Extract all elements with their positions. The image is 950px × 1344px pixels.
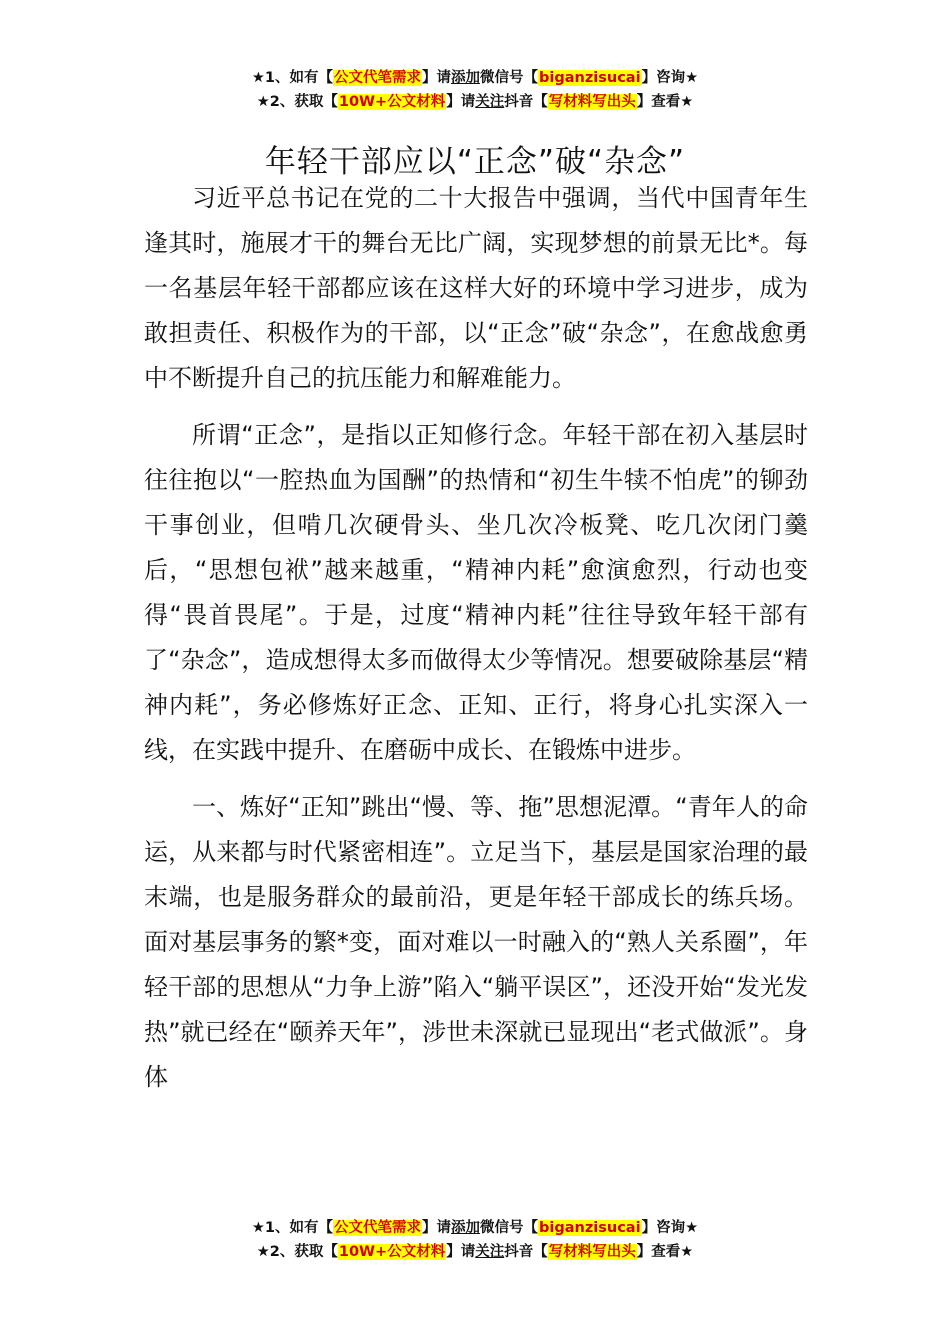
banner-line-2: [0, 1240, 950, 1264]
highlight-materials: 10W+公文材料: [338, 94, 446, 110]
banner-text: 】请: [446, 1244, 476, 1260]
banner-text: 】咨询★: [641, 70, 699, 86]
highlight-douyin: 写材料写出头: [548, 94, 636, 110]
highlight-wechat-id: biganzisucai: [539, 70, 641, 86]
banner-text: 抖音【: [504, 1244, 548, 1260]
banner-underline-text: 关注: [475, 94, 505, 110]
banner-text: ★1、如有【: [251, 1220, 334, 1236]
document-title: 年轻干部应以“正念”破“杂念”: [264, 143, 686, 180]
banner-text: 微信号【: [480, 1220, 539, 1236]
banner-text: ★1、如有【: [251, 70, 334, 86]
banner-underline-text: 添加: [451, 1220, 481, 1236]
banner-text: ★2、获取【: [256, 94, 338, 110]
banner-text: 】请: [422, 70, 452, 86]
banner-text: 】咨询★: [641, 1220, 699, 1236]
document-body: [144, 176, 808, 1112]
banner-line-2: [0, 90, 950, 114]
banner-text: 】查看★: [636, 94, 694, 110]
highlight-wechat-id: biganzisucai: [539, 1220, 641, 1236]
banner-text: 】查看★: [636, 1244, 694, 1260]
banner-text: 抖音【: [504, 94, 548, 110]
highlight-douyin: 写材料写出头: [548, 1244, 636, 1260]
highlight-service: 公文代笔需求: [334, 1220, 422, 1236]
banner-underline-text: 关注: [475, 1244, 505, 1260]
banner-text: 微信号【: [480, 70, 539, 86]
paragraph: 习近平总书记在党的二十大报告中强调，当代中国青年生逢其时，施展才干的舞台无比广阔，实现梦想的前景无比*。每一名基层年轻干部都应该在这样大好的环境中学习进步，成为敢担责任、积极作为的干部，以“正念”破“杂念”，在愈战愈勇中不断提升自己的抗压能力和解难能力。: [144, 184, 808, 392]
banner-line-1: [0, 1216, 950, 1240]
footer-banner: [0, 1216, 950, 1264]
paragraph: 所谓“正念”，是指以正知修行念。年轻干部在初入基层时往往抱以“一腔热血为国酬”的热情和“初生牛犊不怕虎”的铆劲干事创业，但啃几次硬骨头、坐几次冷板凳、吃几次闭门羹后，“思想包袱”越来越重，“精神内耗”愈演愈烈，行动也变得“畏首畏尾”。于是，过度“精神内耗”往往导致年轻干部有了“杂念”，造成想得太多而做得太少等情况。想要破除基层“精神内耗”，务必修炼好正念、正知、正行，将身心扎实深入一线，在实践中提升、在磨砺中成长、在锻炼中进步。: [144, 421, 808, 764]
highlight-service: 公文代笔需求: [334, 70, 422, 86]
header-banner: [0, 66, 950, 114]
banner-underline-text: 添加: [451, 70, 481, 86]
paragraph: 一、炼好“正知”跳出“慢、等、拖”思想泥潭。“青年人的命运，从来都与时代紧密相连”。立足当下，基层是国家治理的最末端，也是服务群众的最前沿，更是年轻干部成长的练兵场。面对基层事务的繁*变，面对难以一时融入的“熟人关系圈”，年轻干部的思想从“力争上游”陷入“躺平误区”，还没开始“发光发热”就已经在“颐养天年”，涉世未深就已显现出“老式做派”。身体: [144, 793, 808, 1091]
highlight-materials: 10W+公文材料: [338, 1244, 446, 1260]
banner-line-1: [0, 66, 950, 90]
banner-text: ★2、获取【: [256, 1244, 338, 1260]
banner-text: 】请: [422, 1220, 452, 1236]
banner-text: 】请: [446, 94, 476, 110]
